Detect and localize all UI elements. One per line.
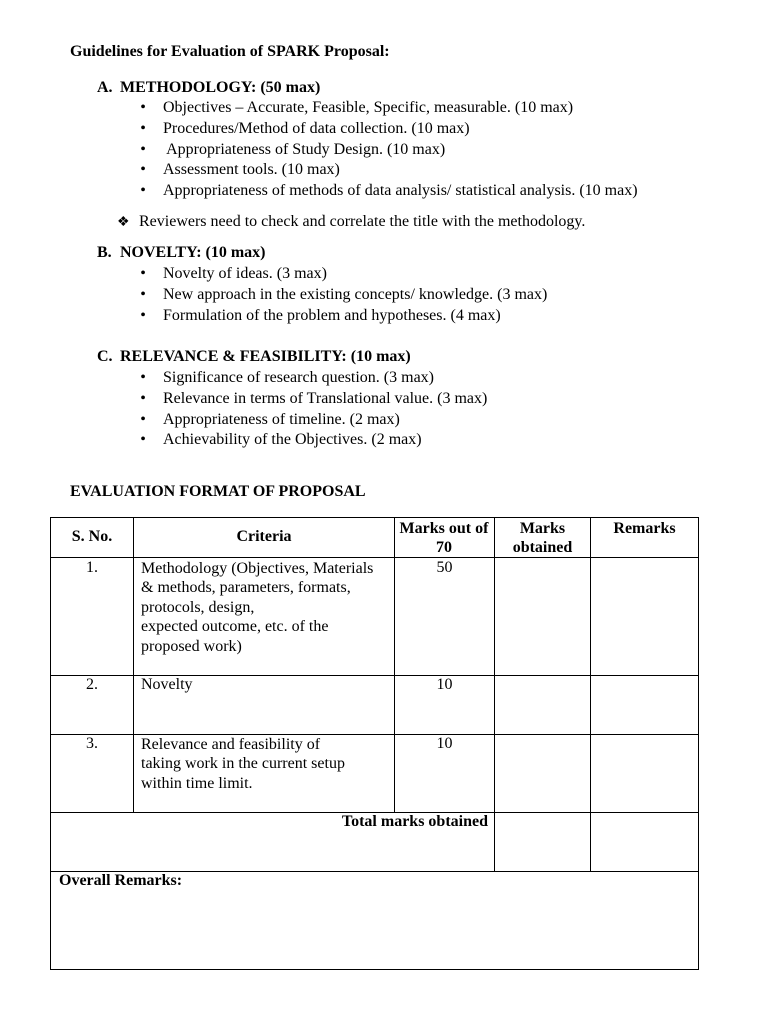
table-row-1-sno: 1. bbox=[86, 559, 98, 576]
column-divider bbox=[133, 517, 134, 812]
section-c-title: RELEVANCE & FEASIBILITY: (10 max) bbox=[120, 348, 411, 365]
header-marks-out-of: Marks out of 70 bbox=[399, 520, 489, 557]
table-row-3-marks: 10 bbox=[436, 735, 453, 752]
bullet-icon: • bbox=[140, 431, 146, 449]
evaluation-table bbox=[50, 517, 699, 970]
table-row-2-criteria: Novelty bbox=[141, 676, 193, 693]
bullet-icon: • bbox=[140, 99, 146, 116]
bullet-icon: • bbox=[140, 265, 146, 282]
header-remarks: Remarks bbox=[613, 520, 676, 537]
overall-remarks-label: Overall Remarks: bbox=[59, 872, 183, 889]
section-a-title: METHODOLOGY: (50 max) bbox=[120, 79, 321, 96]
section-c-heading bbox=[97, 348, 411, 366]
document-title: Guidelines for Evaluation of SPARK Proposal: bbox=[70, 43, 390, 60]
section-b-heading bbox=[97, 244, 266, 262]
bullet-icon: • bbox=[140, 140, 146, 158]
column-divider bbox=[494, 517, 495, 871]
section-a-letter: A. bbox=[97, 79, 113, 96]
table-border-bottom bbox=[50, 969, 699, 970]
bullet-icon: • bbox=[140, 389, 146, 407]
table-row-1-criteria: Methodology (Objectives, Materials & methods, parameters, formats, protocols, design, expected outcome, etc. of the proposed work) bbox=[141, 560, 374, 655]
table-row-2-sno: 2. bbox=[86, 676, 98, 693]
bullet-icon: • bbox=[140, 161, 146, 179]
diamond-bullet-icon: ❖ bbox=[117, 215, 130, 230]
table-row-2-marks: 10 bbox=[436, 676, 453, 693]
header-criteria: Criteria bbox=[236, 528, 292, 545]
table-row-1-marks: 50 bbox=[436, 559, 453, 576]
table-border-right bbox=[698, 517, 699, 970]
row-divider bbox=[50, 557, 699, 558]
bullet-icon: • bbox=[140, 119, 146, 137]
section-c-letter: C. bbox=[97, 348, 113, 365]
reviewer-note-text: Reviewers need to check and correlate the title with the methodology. bbox=[139, 213, 586, 230]
header-sno: S. No. bbox=[71, 528, 113, 545]
section-b-title: NOVELTY: (10 max) bbox=[120, 244, 266, 261]
header-marks-obtained: Marks obtained bbox=[512, 520, 573, 557]
bullet-icon: • bbox=[140, 285, 146, 303]
bullet-icon: • bbox=[140, 410, 146, 428]
format-title: EVALUATION FORMAT OF PROPOSAL bbox=[70, 483, 366, 500]
table-row-3-sno: 3. bbox=[86, 735, 98, 752]
total-marks-label: Total marks obtained bbox=[341, 813, 488, 830]
table-border-top bbox=[50, 517, 699, 518]
reviewer-note bbox=[117, 212, 585, 233]
column-divider bbox=[590, 517, 591, 871]
section-b-letter: B. bbox=[97, 244, 112, 261]
bullet-icon: • bbox=[140, 369, 146, 386]
section-a-heading bbox=[97, 79, 320, 97]
bullet-icon: • bbox=[140, 306, 146, 324]
bullet-icon: • bbox=[140, 182, 146, 200]
table-row-3-criteria: Relevance and feasibility of taking work in the current setup within time limit. bbox=[141, 736, 345, 792]
